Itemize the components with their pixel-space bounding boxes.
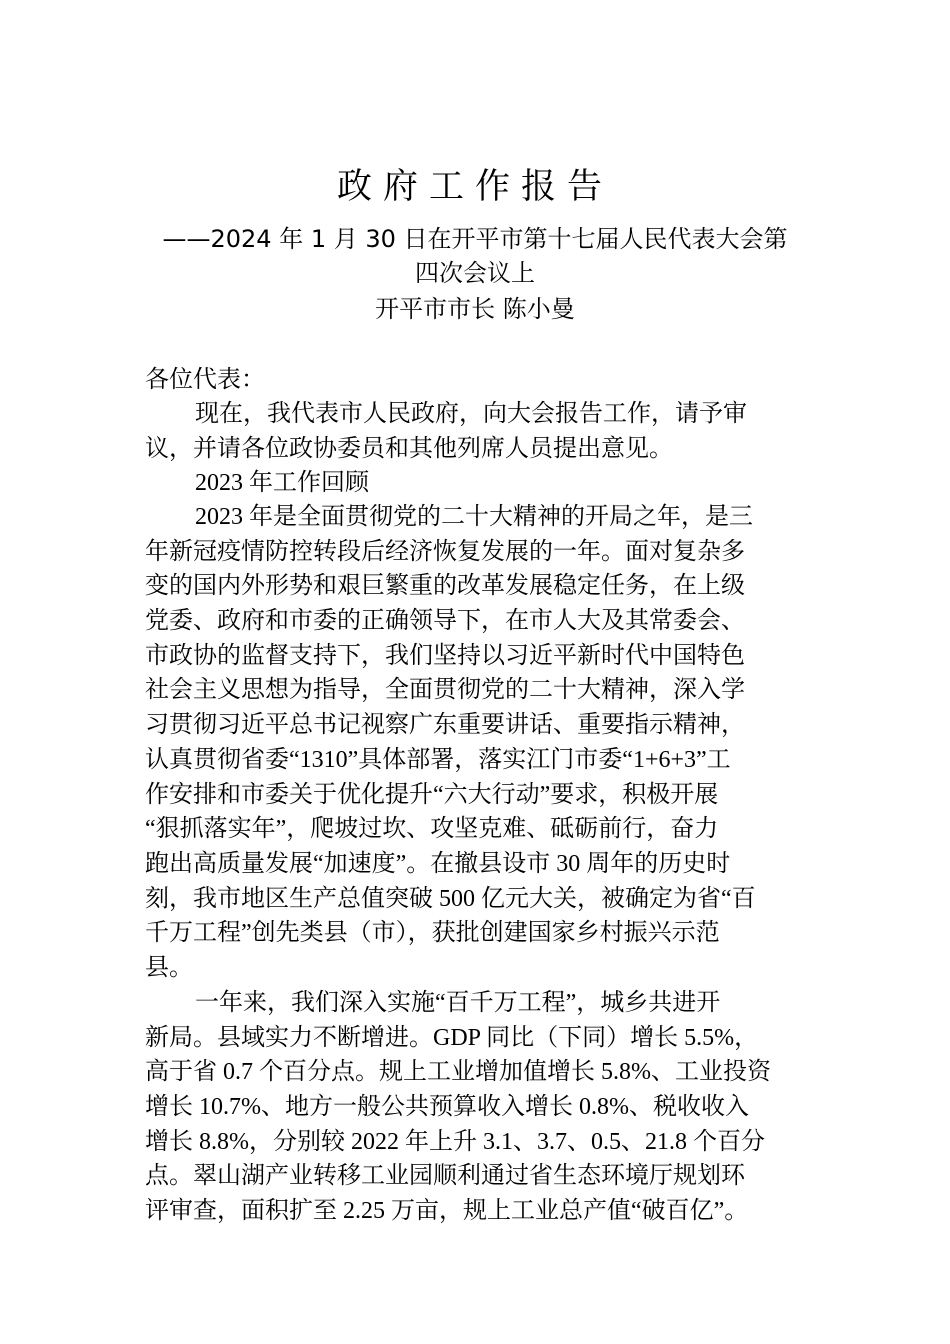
paragraph-line: 千万工程”创先类县（市），获批创建国家乡村振兴示范: [145, 920, 720, 947]
paragraph-line: 跑出高质量发展“加速度”。在撤县设市 30 周年的历史时: [145, 850, 731, 877]
paragraph-line: “狠抓落实年”，爬坡过坎、攻坚克难、砥砺前行，奋力: [145, 816, 719, 843]
paragraph-1: [145, 500, 825, 986]
paragraph-line: 评审查，面积扩至 2.25 万亩，规上工业总产值“破百亿”。: [145, 1198, 749, 1225]
paragraph-line: 一年来，我们深入实施“百千万工程”，城乡共进开: [195, 990, 721, 1016]
intro-line: 议，并请各位政协委员和其他列席人员提出意见。: [145, 433, 673, 462]
document-title: 政府工作报告: [336, 167, 613, 207]
intro-paragraph: [145, 396, 825, 465]
paragraph-line: 县。: [145, 954, 193, 981]
paragraph-line: 作安排和市委关于优化提升“六大行动”要求，积极开展: [145, 781, 719, 808]
paragraph-line: 习贯彻习近平总书记视察广东重要讲话、重要指示精神，: [145, 712, 745, 739]
paragraph-line: 变的国内外形势和艰巨繁重的改革发展稳定任务，在上级: [145, 573, 745, 600]
paragraph-line: 高于省 0.7 个百分点。规上工业增加值增长 5.8%、工业投资: [145, 1059, 771, 1086]
document-author: 开平市市长 陈小曼: [375, 295, 575, 323]
paragraph-line: 年新冠疫情防控转段后经济恢复发展的一年。面对复杂多: [145, 538, 745, 565]
paragraph-line: 点。翠山湖产业转移工业园顺利通过省生态环境厅规划环: [145, 1163, 745, 1190]
document-subtitle-line2: 四次会议上: [415, 259, 535, 287]
paragraph-line: 增长 10.7%、地方一般公共预算收入增长 0.8%、税收收入: [145, 1094, 749, 1121]
paragraph-line: 党委、政府和市委的正确领导下，在市人大及其常委会、: [145, 608, 745, 635]
paragraph-line: 刻，我市地区生产总值突破 500 亿元大关，被确定为省“百: [145, 885, 756, 912]
paragraph-line: 增长 8.8%，分别较 2022 年上升 3.1、3.7、0.5、21.8 个百分: [145, 1128, 765, 1155]
paragraph-line: 2023 年是全面贯彻党的二十大精神的开局之年，是三: [195, 504, 753, 530]
intro-line: 现在，我代表市人民政府，向大会报告工作，请予审: [195, 399, 747, 427]
salutation: 各位代表：: [145, 365, 265, 393]
paragraph-2: [145, 986, 825, 1229]
document-subtitle-line1: ——2024 年 1 月 30 日在开平市第十七届人民代表大会第: [162, 225, 788, 253]
paragraph-line: 新局。县域实力不断增进。GDP 同比（下同）增长 5.5%，: [145, 1024, 759, 1051]
paragraph-line: 社会主义思想为指导，全面贯彻党的二十大精神，深入学: [145, 677, 745, 704]
paragraph-line: 市政协的监督支持下，我们坚持以习近平新时代中国特色: [145, 642, 745, 669]
section-heading: 2023 年工作回顾: [195, 470, 369, 496]
paragraph-line: 认真贯彻省委“1310”具体部署，落实江门市委“1+6+3”工: [145, 746, 731, 773]
